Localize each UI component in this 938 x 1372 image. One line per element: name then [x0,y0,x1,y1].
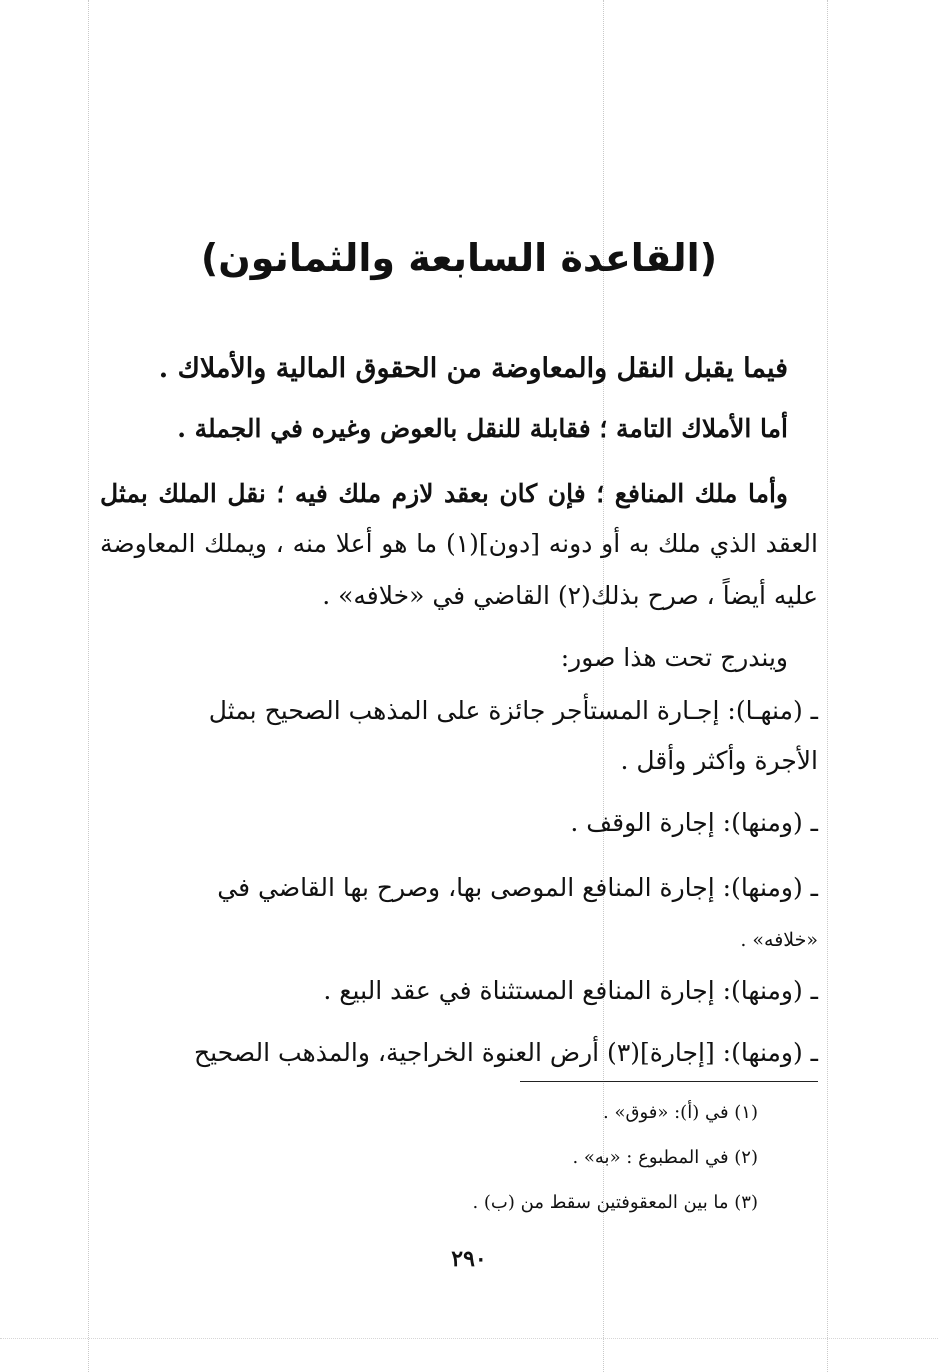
list-item: ـ (ومنها): [إجارة](٣) أرض العنوة الخراجية، والمذهب الصحيح [193,1038,818,1067]
margin-guide-right [827,0,828,1372]
paragraph-line: وأما ملك المنافع ؛ فإن كان بعقد لازم ملك فيه ؛ نقل الملك بمثل [100,479,788,508]
footnote-separator [520,1081,818,1082]
list-item: ـ (ومنها): إجارة الوقف . [570,808,818,837]
list-item: ـ (ومنها): إجارة المنافع المستثناة في عقد البيع . [323,976,818,1005]
list-item: ـ (منهـا): إجـارة المستأجر جائزة على المذهب الصحيح بمثل [208,696,818,725]
list-item-continuation: «خلافه» . [740,929,818,951]
footnote: (٣) ما بين المعقوفتين سقط من (ب) . [472,1192,758,1213]
footnote: (١) في (أ): «فوق» . [603,1102,758,1123]
page-number: ٢٩٠ [451,1246,487,1272]
footnotes [258,1102,758,1237]
paragraph-line: أما الأملاك التامة ؛ فقابلة للنقل بالعوض وغيره في الجملة . [177,414,788,443]
paragraph-line: العقد الذي ملك به أو دونه [دون](١) ما هو أعلا منه ، ويملك المعاوضة [100,529,818,558]
paragraph-line: ويندرج تحت هذا صور: [560,643,788,672]
page-title: (القاعدة السابعة والثمانون) [200,236,718,280]
list-item-continuation: الأجرة وأكثر وأقل . [620,746,818,775]
rule-statement: فيما يقبل النقل والمعاوضة من الحقوق المالية والأملاك . [158,353,788,384]
footnote: (٢) في المطبوع : «به» . [572,1147,758,1168]
paragraph-line: عليه أيضاً ، صرح بذلك(٢) القاضي في «خلافه» . [322,581,818,610]
list-item: ـ (ومنها): إجارة المنافع الموصى بها، وصرح بها القاضي في [217,873,818,902]
margin-guide-left [88,0,89,1372]
